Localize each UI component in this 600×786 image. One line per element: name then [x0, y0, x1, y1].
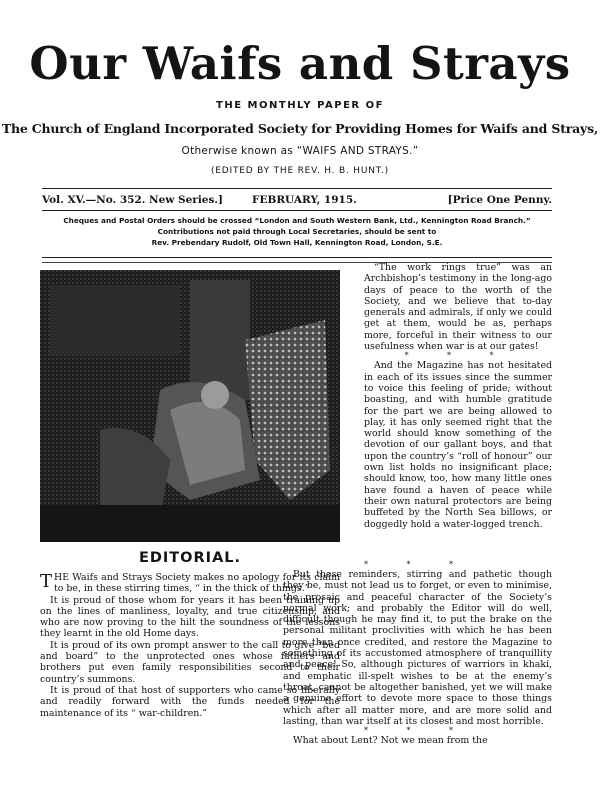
- editorial-paragraph-1: THE Waifs and Strays Society makes no apology for its claim to be, in these stirring times, “ in the thick of things.”: [40, 571, 340, 595]
- top-rule: [42, 188, 552, 189]
- editorial-column-right: [364, 262, 552, 530]
- section-divider-stars: * * *: [404, 351, 512, 361]
- payment-notice: [42, 215, 552, 248]
- editorial-paragraph-3: It is proud of its own prompt answer to the call to give “bed and board” to the unprotected ones whose fathers and brothers put even family responsibilities second to their country’s summons.: [40, 639, 340, 685]
- editorial-heading: EDITORIAL.: [138, 550, 242, 566]
- editorial-paragraph-2: It is proud of those whom for years it has been training up on the lines of manliness, loyalty, and true citizenship, and who are now proving to the hilt the soundness of the lessons they learnt in the old Home days.: [40, 594, 340, 640]
- cover-photograph: [40, 270, 340, 542]
- edited-by-line: (EDITED BY THE REV. H. B. HUNT.): [211, 166, 389, 176]
- issue-rule: [42, 210, 552, 211]
- drop-cap: T: [40, 571, 53, 592]
- editorial-column-bottom: [283, 561, 552, 746]
- notice-rule: [42, 257, 552, 258]
- volume-number: Vol. XV.—No. 352. New Series.]: [42, 194, 224, 206]
- notice-line-1: Cheques and Postal Orders should be crossed “London and South Western Bank, Ltd., Kennington Road Branch.”: [63, 216, 531, 225]
- issue-line: [42, 194, 552, 208]
- organisation-name: The Church of England Incorporated Society for Providing Homes for Waifs and Strays,: [1, 121, 599, 136]
- editorial-paragraph-4: It is proud of that host of supporters who came so liberally and readily forward with the funds needed for the maintenance of its “ war-children.”: [40, 684, 340, 719]
- right-paragraph-2: And the Magazine has not hesitated in each of its issues since the summer to voice this feeling of pride; without boasting, and with humble gratitude for the part we are being allowed to play, it has only seemed right that the world should know something of the devotion of our gallant boys, and that upon the country’s “roll of honour” our own list holds no insignificant place; should know, too, how many little ones have found a haven of peace while their own natural protectors are being buffeted by the North Sea billows, or doggedly hold a water-logged trench.: [364, 360, 552, 530]
- known-as-line: Otherwise known as “WAIFS AND STRAYS.”: [181, 145, 419, 157]
- subtitle: THE MONTHLY PAPER OF: [216, 100, 384, 111]
- notice-line-3: Rev. Prebendary Rudolf, Old Town Hall, Kennington Road, London, S.E.: [151, 238, 443, 247]
- bottom-paragraph-1: But these reminders, stirring and pathetic though they be, must not lead us to forget, or even to minimise, the prosaic and peaceful character of the Society’s normal work; and probably the Editor will do well, difficult though he may find it, to put the brake on the personal militant proclivities with which he has been more than once credited, and restore the Magazine to something of its accustomed atmosphere of tranquillity and peace! So, although pictures of warriors in khaki, and emphatic ill-spelt wishes to be at the enemy’s throat, cannot be altogether banished, yet we will make a genuine effort to devote more space to those things which after all matter more, and are more solid and lasting, than war itself at its closest and most horrible.: [283, 569, 552, 727]
- section-divider-stars: * * *: [363, 560, 472, 569]
- issue-date: FEBRUARY, 1915.: [252, 194, 357, 206]
- right-paragraph-1: “The work rings true” was an Archbishop’s testimony in the long-ago days of peace to the worth of the Society, and we believe that to-day generals and admirals, if only we could get at them, would be as, perhaps more, forceful in their witness to our usefulness when war is at our gates!: [364, 262, 552, 353]
- bottom-paragraph-2: What about Lent? Not we mean from the: [293, 735, 488, 747]
- notice-line-2: Contributions not paid through Local Secretaries, should be sent to: [157, 227, 437, 236]
- masthead-title: Our Waifs and Strays: [29, 37, 571, 90]
- section-divider-stars: * * *: [363, 726, 472, 736]
- issue-price: [Price One Penny.: [447, 194, 552, 206]
